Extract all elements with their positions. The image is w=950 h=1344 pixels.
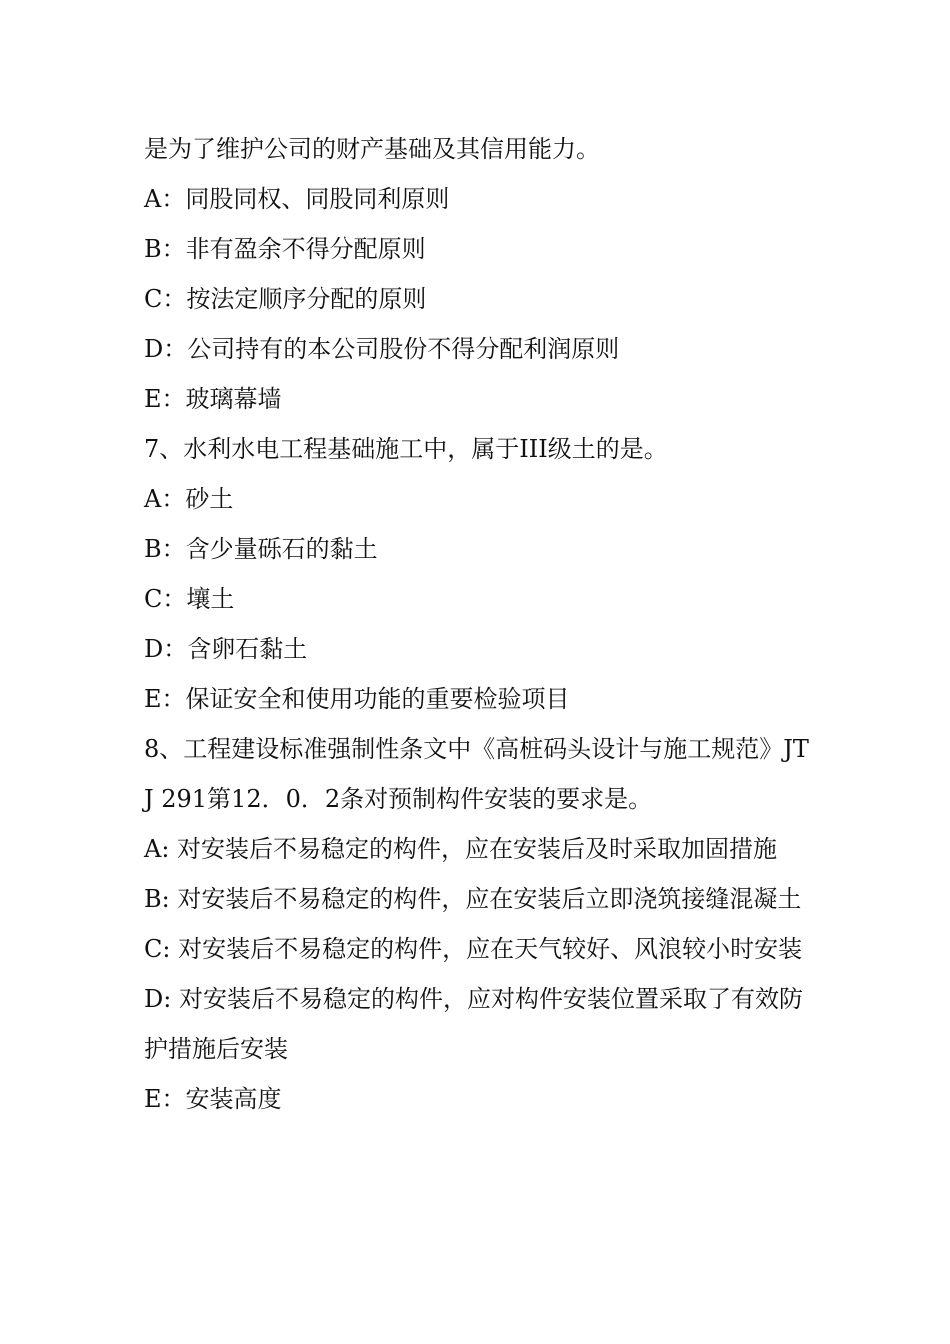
option-e: E：玻璃幕墙 xyxy=(144,385,282,413)
option-b: B：非有盈余不得分配原则 xyxy=(144,235,426,263)
option-d: D：公司持有的本公司股份不得分配利润原则 xyxy=(144,335,620,363)
option-a: A：同股同权、同股同利原则 xyxy=(144,185,450,213)
option-c: C：按法定顺序分配的原则 xyxy=(144,285,427,313)
option-c: C：壤土 xyxy=(144,585,235,613)
option-d: D: 对安装后不易稳定的构件，应对构件安装位置采取了有效防护措施后安装 xyxy=(144,985,803,1063)
option-a: A：砂土 xyxy=(144,485,234,513)
question-8: 8、工程建设标准强制性条文中《高桩码头设计与施工规范》JTJ 291第12．0．2条对预制构件安装的要求是。 xyxy=(144,735,809,813)
option-e: E：安装高度 xyxy=(144,1085,282,1113)
option-b: B: 对安装后不易稳定的构件，应在安装后立即浇筑接缝混凝土 xyxy=(144,885,802,913)
option-a: A: 对安装后不易稳定的构件，应在安装后及时采取加固措施 xyxy=(144,835,778,863)
option-d: D：含卵石黏土 xyxy=(144,635,308,663)
option-c: C: 对安装后不易稳定的构件，应在天气较好、风浪较小时安装 xyxy=(144,935,803,963)
question-7: 7、水利水电工程基础施工中，属于III级土的是。 xyxy=(144,435,668,463)
option-e: E：保证安全和使用功能的重要检验项目 xyxy=(144,685,570,713)
document-body xyxy=(144,124,812,1124)
text-line: 是为了维护公司的财产基础及其信用能力。 xyxy=(144,135,600,163)
option-b: B：含少量砾石的黏土 xyxy=(144,535,378,563)
